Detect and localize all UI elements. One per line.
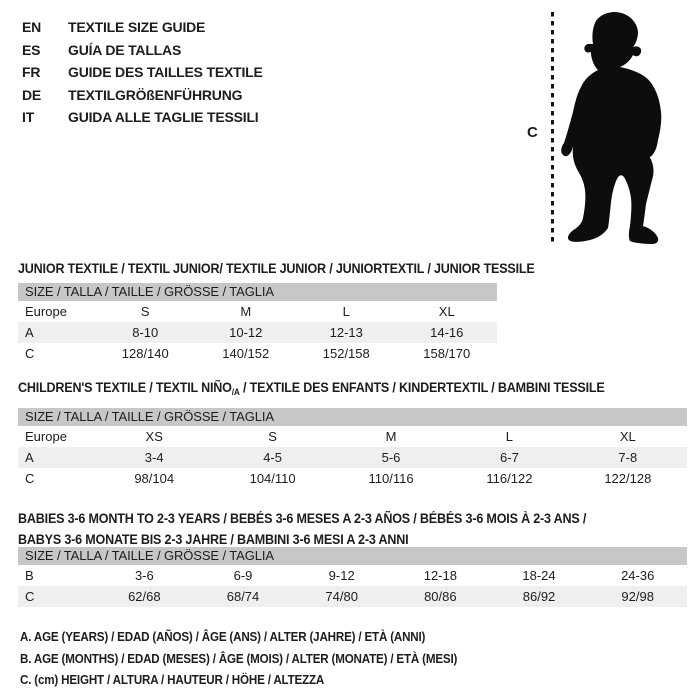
table-row [18, 343, 497, 364]
table-row [18, 586, 687, 607]
size-cell: 3-4 [144, 450, 164, 465]
size-cell: 24-36 [621, 568, 655, 583]
language-code: IT [22, 109, 35, 125]
junior-section-title: JUNIOR TEXTILE / TEXTIL JUNIOR/ TEXTILE JUNIOR / JUNIORTEXTIL / JUNIOR TESSILE [18, 261, 535, 277]
size-cell: M [385, 429, 397, 444]
babies-size-table [18, 547, 687, 607]
table-row [18, 565, 687, 586]
row-label: A [25, 325, 34, 340]
language-title: TEXTILGRÖßENFÜHRUNG [68, 86, 243, 103]
size-cell: 86/92 [522, 589, 556, 604]
babies-title-line1: BABIES 3-6 MONTH TO 2-3 YEARS / BEBÉS 3-6 MESES A 2-3 AÑOS / BÉBÉS 3-6 MOIS À 2-3 ANS / [18, 511, 587, 527]
size-cell: S [268, 429, 277, 444]
table-row [18, 447, 687, 468]
language-code: DE [22, 86, 42, 103]
size-header-band: SIZE / TALLA / TAILLE / GRÖSSE / TAGLIA [18, 408, 687, 426]
size-cell: L [505, 429, 514, 444]
size-cell: M [240, 304, 252, 319]
size-cell: 140/152 [222, 346, 270, 361]
row-label: C [25, 471, 35, 486]
size-cell: 152/158 [322, 346, 370, 361]
size-cell: 12-18 [423, 568, 457, 583]
language-row [22, 39, 263, 62]
size-cell: 92/98 [621, 589, 654, 604]
row-label: A [25, 450, 34, 465]
row-label: Europe [25, 304, 67, 319]
size-cell: 98/104 [134, 471, 175, 486]
size-cell: 12-13 [329, 325, 363, 340]
size-header-band: SIZE / TALLA / TAILLE / GRÖSSE / TAGLIA [18, 547, 687, 565]
language-row [22, 84, 263, 107]
size-cell: 104/110 [249, 471, 296, 486]
size-cell: 68/74 [226, 589, 260, 604]
size-cell: 158/170 [423, 346, 471, 361]
size-cell: S [140, 304, 150, 319]
size-cell: 6-9 [233, 568, 253, 583]
row-label: Europe [25, 429, 67, 444]
footnote-legend [20, 627, 490, 692]
toddler-silhouette-icon [558, 6, 666, 246]
size-cell: 122/128 [604, 471, 652, 486]
size-cell: 6-7 [500, 450, 519, 465]
language-title-list [22, 16, 263, 129]
table-row [18, 468, 687, 489]
size-cell: 80/86 [424, 589, 457, 604]
size-cell: 116/122 [486, 471, 533, 486]
junior-size-table [18, 283, 497, 364]
size-cell: 10-12 [229, 325, 263, 340]
size-cell: 8-10 [132, 325, 159, 340]
children-title-post: / TEXTILE DES ENFANTS / KINDERTEXTIL / BAMBINI TESSILE [239, 380, 605, 396]
row-label: B [25, 568, 34, 583]
height-measure-label: C [527, 124, 538, 141]
size-cell: 9-12 [328, 568, 355, 583]
size-cell: XS [145, 429, 163, 444]
footnote-a: A. AGE (YEARS) / EDAD (AÑOS) / ÂGE (ANS) / ALTER (JAHRE) / ETÀ (ANNI) [20, 630, 426, 644]
language-row [22, 106, 263, 129]
table-row [18, 301, 497, 322]
size-cell: 62/68 [128, 589, 161, 604]
size-cell: L [342, 304, 350, 319]
size-cell: XL [438, 304, 455, 319]
language-code: FR [22, 64, 41, 80]
height-dashed-line [551, 12, 554, 245]
size-header-band: SIZE / TALLA / TAILLE / GRÖSSE / TAGLIA [18, 283, 497, 301]
row-label: C [25, 589, 35, 604]
row-label: C [25, 346, 35, 361]
language-title: GUIDE DES TAILLES TEXTILE [68, 64, 263, 80]
footnote-b: B. AGE (MONTHS) / EDAD (MESES) / ÂGE (MOIS) / ALTER (MONATE) / ETÀ (MESI) [20, 651, 458, 666]
size-cell: 128/140 [121, 346, 169, 361]
size-cell: XL [619, 429, 636, 444]
language-title: GUIDA ALLE TAGLIE TESSILI [68, 109, 259, 125]
table-row [18, 426, 687, 447]
language-title: GUÍA DE TALLAS [68, 41, 182, 58]
children-size-table [18, 408, 687, 489]
size-cell: 74/80 [325, 589, 358, 604]
size-cell: 18-24 [522, 568, 556, 583]
size-cell: 3-6 [134, 568, 154, 583]
children-title-pre: CHILDREN'S TEXTILE / TEXTIL NIÑO [18, 380, 232, 396]
table-row [18, 322, 497, 343]
babies-title-line2: BABYS 3-6 MONATE BIS 2-3 JAHRE / BAMBINI 3-6 MESI A 2-3 ANNI [18, 532, 409, 548]
babies-section-title [18, 508, 586, 550]
children-title-subscript: /A [231, 387, 240, 398]
language-row [22, 61, 263, 84]
size-cell: 110/116 [368, 471, 414, 486]
footnote-c: C. (cm) HEIGHT / ALTURA / HAUTEUR / HÖHE / ALTEZZA [20, 673, 325, 687]
children-section-title [18, 380, 605, 398]
language-title: TEXTILE SIZE GUIDE [68, 19, 206, 35]
size-cell: 5-6 [381, 450, 401, 465]
language-code: ES [22, 41, 41, 58]
language-code: EN [22, 19, 42, 35]
language-row [22, 16, 263, 39]
size-cell: 4-5 [263, 450, 282, 465]
size-cell: 7-8 [618, 450, 638, 465]
size-cell: 14-16 [430, 325, 464, 340]
